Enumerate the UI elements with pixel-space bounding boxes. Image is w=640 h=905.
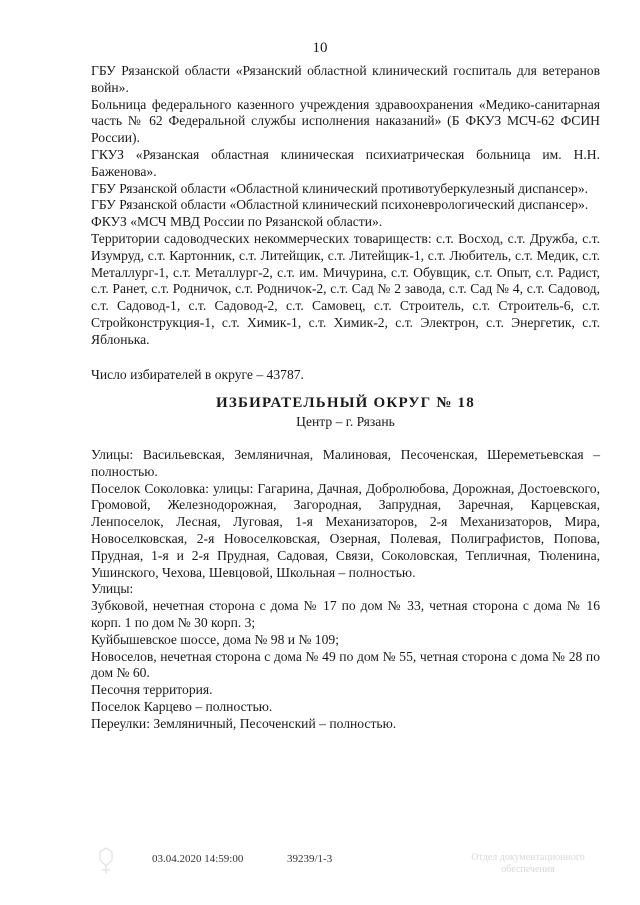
stamp-line: обеспечения	[501, 864, 555, 875]
paragraph: Поселок Карцево – полностью.	[91, 698, 273, 714]
paragraph: Песочня территория.	[91, 682, 213, 698]
paragraph: Новоселов, нечетная сторона с дома № 49 по дом № 55, четная сторона с дома № 28 по дом № 60.	[91, 648, 600, 681]
faded-stamp	[448, 852, 608, 876]
page-number: 10	[312, 40, 328, 56]
paragraph: ГБУ Рязанской области «Рязанский областной клинический госпиталь для ветеранов войн».	[91, 63, 600, 95]
paragraph: Зубковой, нечетная сторона с дома № 17 по дом № 33, четная сторона с дома № 16 корп. 1 по дом № 30 корп. 3;	[91, 598, 600, 630]
paragraph: Улицы:	[91, 581, 134, 597]
paragraph: Переулки: Земляничный, Песоченский – полностью.	[91, 715, 397, 731]
district-heading: ИЗБИРАТЕЛЬНЫЙ ОКРУГ № 18	[216, 395, 475, 412]
paragraph: ГБУ Рязанской области «Областной клинический психоневрологический диспансер».	[91, 197, 589, 213]
paragraph: Больница федерального казенного учреждения здравоохранения «Медико-санитарная часть № 62 Федеральной службы исполнения наказаний» (Б ФКУЗ МСЧ-62 ФСИН России).	[91, 96, 600, 146]
paragraph: Улицы: Васильевская, Земляничная, Малиновая, Песоченская, Шереметьевская – полностью.	[91, 446, 600, 479]
footer-doc-number: 39239/1-3	[287, 853, 333, 865]
district-subheading: Центр – г. Рязань	[296, 414, 395, 430]
paragraph: ГБУ Рязанской области «Областной клинический противотуберкулезный диспансер».	[91, 180, 589, 196]
document-body	[91, 63, 600, 732]
paragraph: ФКУЗ «МСЧ МВД России по Рязанской области».	[91, 214, 383, 230]
paragraph: Куйбышевское шоссе, дома № 98 и № 109;	[91, 631, 339, 647]
stamp-line: Отдел документационного	[471, 852, 585, 863]
voters-count: Число избирателей в округе – 43787.	[91, 366, 304, 382]
paragraph: Поселок Соколовка: улицы: Гагарина, Дачная, Добролюбова, Дорожная, Достоевского, Громовой, Железнодорожная, Загородная, Запрудная, Заречная, Карцевская, Ленпоселок, Лесная, Луговая, 1-я Механизаторов, 2-я Механизаторов, Мира, Новоселковская, 2-я Новоселковская, Озерная, Полевая, Полиграфистов, Попова, Прудная, 1-я и 2-я Прудная, Садовая, Связи, Соколовская, Тепличная, Тюленина, Ушинского, Чехова, Шевцовой, Школьная – полностью.	[91, 480, 600, 580]
paragraph: ГКУЗ «Рязанская областная клиническая психиатрическая больница им. Н.Н. Баженова».	[91, 146, 600, 179]
footer-date: 03.04.2020 14:59:00	[152, 853, 244, 865]
emblem-icon	[96, 846, 116, 876]
paragraph: Территории садоводческих некоммерческих товариществ: с.т. Восход, с.т. Дружба, с.т. Изумруд, с.т. Картонник, с.т. Литейщик, с.т. Литейщик-1, с.т. Любитель, с.т. Медик, с.т. Металлург-1, с.т. Металлург-2, с.т. им. Мичурина, с.т. Обувщик, с.т. Опыт, с.т. Радист, с.т. Ранет, с.т. Родничок, с.т. Родничок-2, с.т. Сад № 2 завода, с.т. Сад № 4, с.т. Садовод, с.т. Садовод-1, с.т. Садовод-2, с.т. Самовец, с.т. Строитель, с.т. Строитель-6, с.т. Стройконструкция-1, с.т. Химик-1, с.т. Химик-2, с.т. Электрон, с.т. Энергетик, с.т. Яблонька.	[91, 230, 600, 347]
